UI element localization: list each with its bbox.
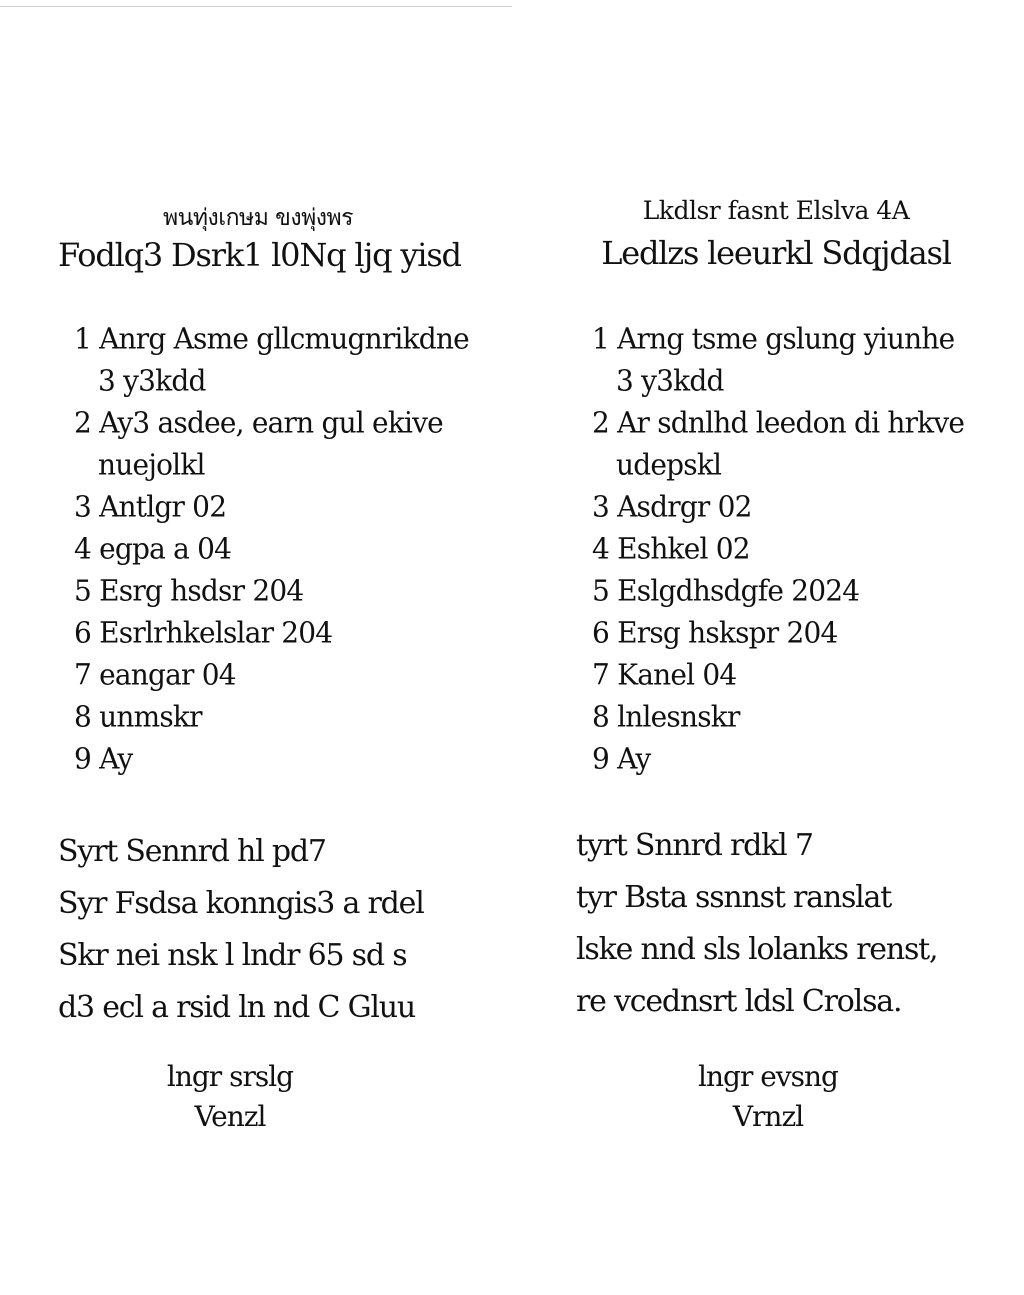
left-subtitle: Fodlq3 Dsrk1 l0Nq ljq yisd xyxy=(58,236,461,274)
body-line: d3 ecl a rsid ln nd C Gluu xyxy=(58,990,416,1025)
list-item: 4 egpa a 04 xyxy=(74,531,232,566)
right-signature-line-2: Vrnzl xyxy=(732,1100,804,1133)
body-line: tyrt Snnrd rdkl 7 xyxy=(576,828,813,863)
list-item: 1 Anrg Asme gllcmugnrikdne xyxy=(74,321,469,356)
body-line: re vcednsrt ldsl Crolsa. xyxy=(576,984,902,1019)
list-item: 7 eangar 04 xyxy=(74,657,236,692)
body-line: Syrt Sennrd hl pd7 xyxy=(58,834,326,869)
list-item: 5 Esrg hsdsr 204 xyxy=(74,573,304,608)
list-item: 3 y3kdd xyxy=(616,363,724,398)
body-line: Syr Fsdsa konngis3 a rdel xyxy=(58,886,424,921)
list-item: 6 Esrlrhkelslar 204 xyxy=(74,615,333,650)
right-list xyxy=(592,318,982,780)
body-line: tyr Bsta ssnnst ranslat xyxy=(576,880,892,915)
body-line: Skr nei nsk l lndr 65 sd s xyxy=(58,938,407,973)
right-column xyxy=(576,0,976,1295)
list-item: 3 Antlgr 02 xyxy=(74,489,227,524)
left-signature-line-2: Venzl xyxy=(194,1100,266,1133)
list-item: 6 Ersg hskspr 204 xyxy=(592,615,838,650)
right-signature-line-1: lngr evsng xyxy=(698,1060,838,1093)
list-item: udepskl xyxy=(616,447,722,482)
left-list xyxy=(74,318,469,780)
body-line: lske nnd sls lolanks renst, xyxy=(576,932,938,967)
list-item: 8 unmskr xyxy=(74,699,202,734)
right-subtitle: Ledlzs leeurkl Sdqjdasl xyxy=(601,234,951,272)
list-item: 3 y3kdd xyxy=(98,363,206,398)
list-item: 2 Ar sdnlhd leedon di hrkve xyxy=(592,405,965,440)
list-item: 1 Arng tsme gslung yiunhe xyxy=(592,321,955,356)
left-body xyxy=(58,826,458,1034)
list-item: 3 Asdrgr 02 xyxy=(592,489,752,524)
list-item: 2 Ay3 asdee, earn gul ekive xyxy=(74,405,443,440)
left-signature-line-1: lngr srslg xyxy=(166,1060,294,1093)
list-item: nuejolkl xyxy=(98,447,205,482)
left-title: พนทุ่งเกษม ขงพุ่งพร xyxy=(162,205,354,231)
right-body xyxy=(576,820,976,1028)
list-item: 4 Eshkel 02 xyxy=(592,531,750,566)
left-column xyxy=(58,0,469,1295)
list-item: 7 Kanel 04 xyxy=(592,657,737,692)
list-item: 9 Ay xyxy=(74,741,133,776)
list-item: 9 Ay xyxy=(592,741,651,776)
right-title: Lkdlsr fasnt Elslva 4A xyxy=(642,196,910,225)
list-item: 5 Eslgdhsdgfe 2024 xyxy=(592,573,860,608)
list-item: 8 lnlesnskr xyxy=(592,699,740,734)
